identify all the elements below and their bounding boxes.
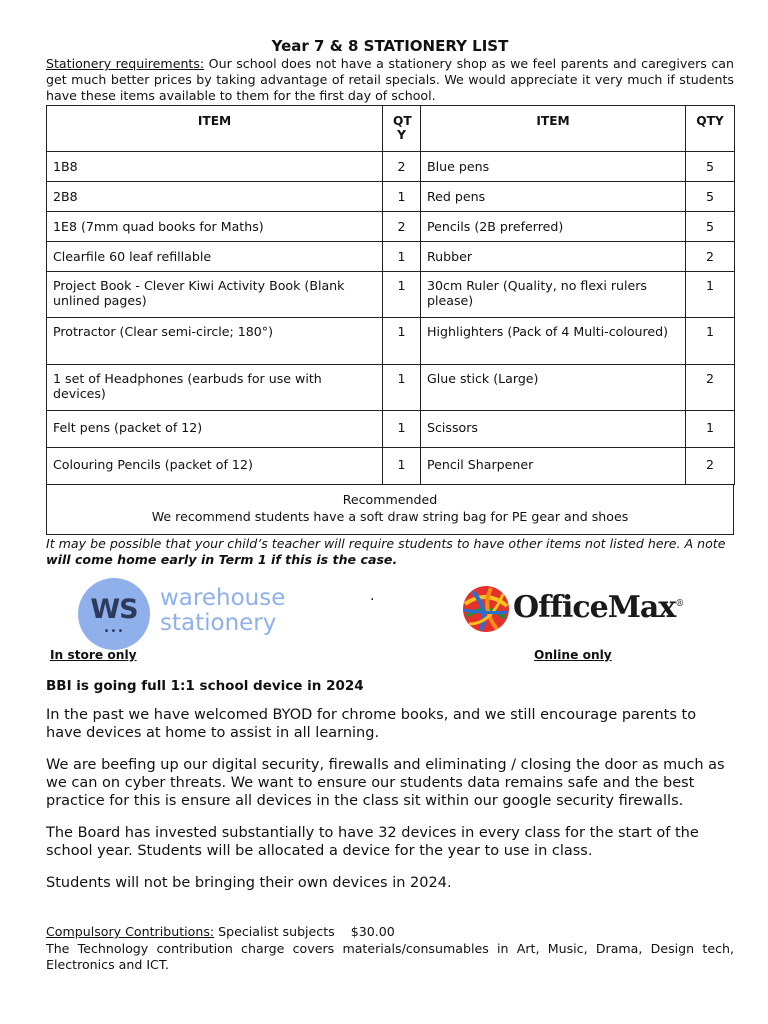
technology-contribution-text: The Technology contribution charge covers materials/consumables in Art, Music, Drama, Design tech, Electronics and ICT. — [46, 941, 734, 972]
logo-separator: . — [370, 588, 375, 604]
item-right-cell: Highlighters (Pack of 4 Multi-coloured) — [421, 318, 686, 365]
qty-left-cell: 2 — [383, 152, 421, 182]
intro-label: Stationery requirements: — [46, 56, 205, 71]
ws-mark-dots: ••• — [103, 626, 125, 637]
om-caption: Online only — [534, 648, 612, 662]
qty-right-cell: 2 — [686, 242, 735, 272]
item-left-cell: 1 set of Headphones (earbuds for use with devices) — [47, 365, 383, 411]
note-part-2: will come home early in Term 1 if this is the case. — [46, 552, 398, 567]
item-right-cell: Rubber — [421, 242, 686, 272]
stationery-table — [46, 105, 735, 485]
recommended-text: We recommend students have a soft draw string bag for PE gear and shoes — [151, 509, 629, 524]
item-right-cell: Pencil Sharpener — [421, 448, 686, 485]
teacher-note — [46, 536, 734, 568]
table-row — [47, 242, 735, 272]
note-part-1: It may be possible that your child’s teacher will require students to have other items not listed here. A note — [46, 536, 726, 551]
officemax-name: OfficeMax — [513, 590, 676, 625]
table-row — [47, 212, 735, 242]
header-qty-left: QT Y — [383, 106, 421, 152]
bbi-paragraph-4: Students will not be bringing their own devices in 2024. — [46, 875, 452, 891]
ws-mark-text: WS — [90, 594, 138, 625]
compulsory-contributions — [46, 924, 734, 939]
item-left-cell: Protractor (Clear semi-circle; 180°) — [47, 318, 383, 365]
table-row — [47, 448, 735, 485]
ws-circle-mark — [78, 578, 150, 650]
table-header-row — [47, 106, 735, 152]
ws-wordmark-line2: stationery — [160, 610, 277, 636]
officemax-registered: ® — [675, 599, 684, 609]
table-row — [47, 318, 735, 365]
qty-left-cell: 1 — [383, 365, 421, 411]
item-right-cell: Pencils (2B preferred) — [421, 212, 686, 242]
bbi-paragraph-2: We are beefing up our digital security, firewalls and eliminating / closing the door as much as we can on cyber threats. We want to ensure our students data remains safe and the best practice for this is ensure all devices in the class sit within our google security firewalls. — [46, 757, 725, 809]
item-left-cell: Project Book - Clever Kiwi Activity Book (Blank unlined pages) — [47, 272, 383, 318]
warehouse-stationery-logo — [78, 578, 328, 654]
contributions-item: Specialist subjects — [214, 924, 335, 939]
header-item-right: ITEM — [421, 106, 686, 152]
item-right-cell: Scissors — [421, 411, 686, 448]
qty-left-cell: 1 — [383, 272, 421, 318]
qty-left-cell: 2 — [383, 212, 421, 242]
intro-text: Our school does not have a stationery shop as we feel parents and caregivers can get much better prices by taking advantage of retail specials. We would appreciate it very much if students have these items available to them for the first day of school. — [46, 56, 734, 103]
bbi-paragraph-3: The Board has invested substantially to have 32 devices in every class for the start of the school year. Students will be allocated a device for the year to use in class. — [46, 825, 699, 859]
qty-right-cell: 5 — [686, 182, 735, 212]
item-left-cell: 1E8 (7mm quad books for Maths) — [47, 212, 383, 242]
ws-caption: In store only — [50, 648, 137, 662]
officemax-wordmark — [513, 590, 683, 625]
qty-left-cell: 1 — [383, 448, 421, 485]
table-row — [47, 411, 735, 448]
item-right-cell: Red pens — [421, 182, 686, 212]
retailer-logos — [46, 568, 734, 668]
item-left-cell: Felt pens (packet of 12) — [47, 411, 383, 448]
table-row — [47, 272, 735, 318]
bbi-paragraph-1: In the past we have welcomed BYOD for chrome books, and we still encourage parents to have devices at home to assist in all learning. — [46, 707, 697, 741]
item-right-cell: 30cm Ruler (Quality, no flexi rulers please) — [421, 272, 686, 318]
stationery-page — [46, 0, 734, 973]
qty-right-cell: 1 — [686, 318, 735, 365]
header-qty-right: QTY — [686, 106, 735, 152]
qty-right-cell: 5 — [686, 152, 735, 182]
item-left-cell: Colouring Pencils (packet of 12) — [47, 448, 383, 485]
qty-right-cell: 1 — [686, 272, 735, 318]
qty-right-cell: 2 — [686, 365, 735, 411]
intro-paragraph — [46, 56, 734, 104]
recommended-heading: Recommended — [342, 492, 438, 507]
bbi-heading: BBI is going full 1:1 school device in 2024 — [46, 678, 364, 694]
table-row — [47, 365, 735, 411]
recommended-box — [46, 484, 734, 535]
officemax-logo — [461, 584, 731, 640]
qty-left-cell: 1 — [383, 182, 421, 212]
qty-right-cell: 1 — [686, 411, 735, 448]
item-left-cell: 2B8 — [47, 182, 383, 212]
header-item-left: ITEM — [47, 106, 383, 152]
item-left-cell: 1B8 — [47, 152, 383, 182]
ws-wordmark — [160, 586, 285, 636]
page-title: Year 7 & 8 STATIONERY LIST — [271, 37, 509, 55]
contributions-label: Compulsory Contributions: — [46, 924, 215, 939]
contributions-amount: $30.00 — [350, 924, 395, 939]
qty-right-cell: 2 — [686, 448, 735, 485]
item-right-cell: Glue stick (Large) — [421, 365, 686, 411]
table-row — [47, 182, 735, 212]
rubber-band-ball-icon — [461, 584, 511, 634]
ws-wordmark-line1: warehouse — [160, 585, 286, 611]
qty-left-cell: 1 — [383, 411, 421, 448]
item-right-cell: Blue pens — [421, 152, 686, 182]
qty-left-cell: 1 — [383, 318, 421, 365]
qty-left-cell: 1 — [383, 242, 421, 272]
item-left-cell: Clearfile 60 leaf refillable — [47, 242, 383, 272]
qty-right-cell: 5 — [686, 212, 735, 242]
table-row — [47, 152, 735, 182]
